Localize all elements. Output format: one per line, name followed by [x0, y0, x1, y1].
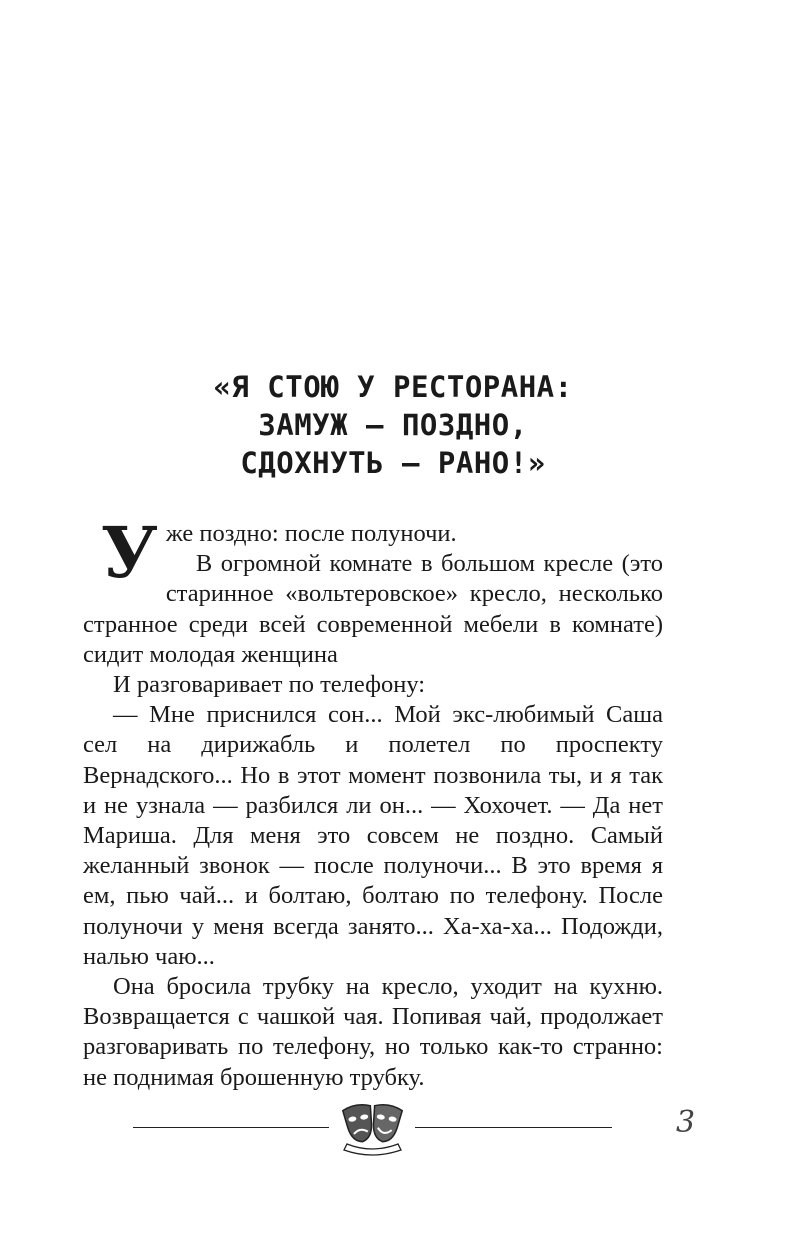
- chapter-title: [0, 368, 786, 482]
- title-line-3: СДОХНУТЬ — РАНО!»: [240, 446, 546, 480]
- footer-rule-left: [133, 1127, 329, 1128]
- page-number: 3: [676, 1105, 696, 1140]
- paragraph-1-text: же поздно: после полуночи.: [165, 520, 457, 547]
- theatre-masks-icon: [335, 1100, 410, 1158]
- page-footer: [0, 1100, 786, 1160]
- title-line-1: «Я СТОЮ У РЕСТОРАНА:: [213, 370, 573, 404]
- footer-rule-right: [415, 1127, 612, 1128]
- title-line-2: ЗАМУЖ — ПОЗДНО,: [258, 408, 528, 442]
- paragraph-1: [83, 511, 663, 594]
- body-text: [83, 511, 663, 1093]
- paragraph-2: В огромной комнате в большом кресле (это старинное «вольтеровское» кресло, несколько странное среди всей современной мебели в комнате) сидит молодая женщина: [83, 550, 663, 668]
- paragraph-5: Она бросила трубку на кресло, уходит на кухню. Возвращается с чашкой чая. Попивая чай, продолжает разговаривать по телефону, но только как-то странно: не поднимая брошенную трубку.: [83, 973, 663, 1091]
- paragraph-4: — Мне приснился сон... Мой экс-любимый Саша сел на дирижабль и полетел по проспекту Вернадского... Но в этот момент позвонила ты, и я так и не узнала — разбился ли он... — Хохочет. — Да нет Мариша. Для меня это совсем не поздно. Самый желанный звонок — после полуночи... В это время я ем, пью чай... и болтаю, болтаю по телефону. После полуночи у меня всегда занято... Ха-ха-ха... Подожди, налью чаю...: [83, 701, 663, 970]
- paragraph-3: И разговаривает по телефону:: [113, 671, 426, 699]
- drop-cap: У: [101, 511, 158, 594]
